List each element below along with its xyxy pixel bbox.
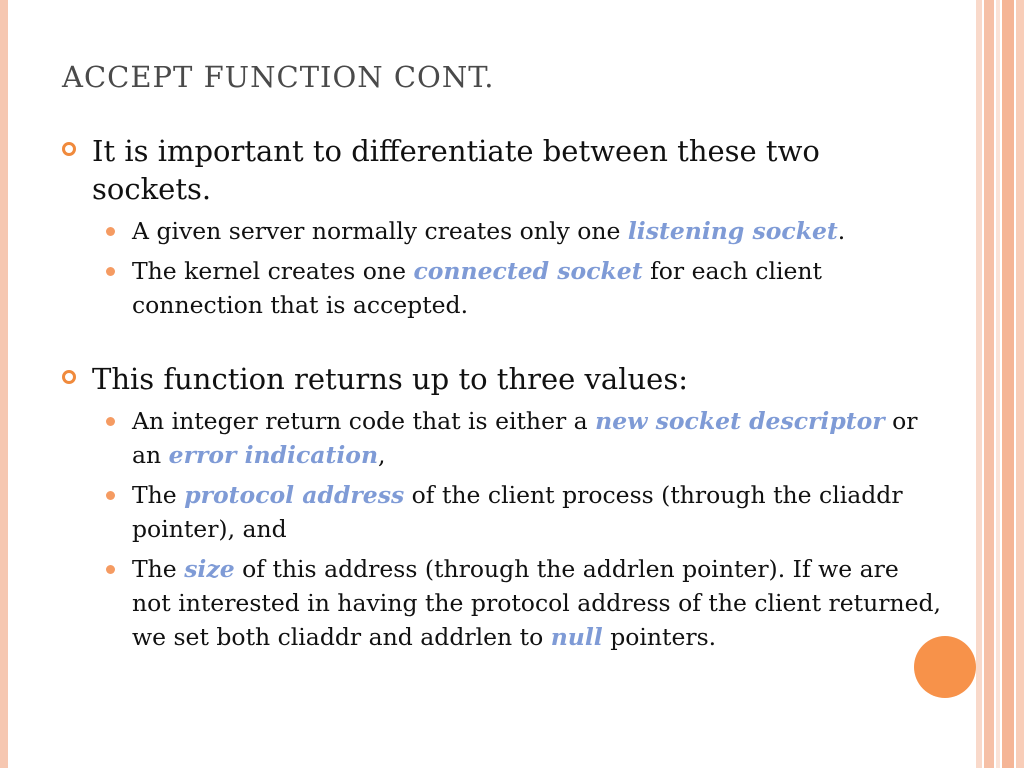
frame-stripe xyxy=(1002,0,1014,768)
sub-bullet-text: The xyxy=(132,555,185,583)
slide-body xyxy=(62,132,942,654)
bullet-point-1 xyxy=(62,132,942,208)
slide-title: ACCEPT FUNCTION CONT. xyxy=(62,60,495,94)
sub-bullet xyxy=(62,254,942,322)
decorative-circle xyxy=(914,636,976,698)
frame-stripe xyxy=(976,0,982,768)
emphasized-term: size xyxy=(184,555,235,583)
sub-bullet-text: An integer return code that is either a xyxy=(132,407,596,435)
ring-bullet-icon xyxy=(62,142,76,156)
sub-bullet-text: of this address (through the addrlen pointer). If we are not interested in having the protocol address of the client returned, we set both cliaddr and addrlen to xyxy=(132,555,941,651)
emphasized-term: new socket descriptor xyxy=(595,407,885,435)
emphasized-term: protocol address xyxy=(184,481,405,509)
sub-bullet-text: , xyxy=(378,441,386,469)
frame-stripe xyxy=(996,0,1000,768)
sub-bullet-text: pointers. xyxy=(602,623,717,651)
emphasized-term: null xyxy=(550,623,603,651)
sub-bullet-text: of the client process (through the cliaddr pointer), and xyxy=(132,481,903,543)
ring-bullet-icon xyxy=(62,370,76,384)
bullet-text: It is important to differentiate between these two sockets. xyxy=(92,134,820,206)
sub-bullet xyxy=(62,404,942,472)
dot-bullet-icon xyxy=(106,267,115,276)
dot-bullet-icon xyxy=(106,491,115,500)
sub-bullet-text: or an xyxy=(132,407,918,469)
left-frame-border xyxy=(0,0,8,768)
right-frame-border xyxy=(976,0,1024,768)
emphasized-term: connected socket xyxy=(413,257,643,285)
sub-bullet-text: for each client connection that is accepted. xyxy=(132,257,822,319)
dot-bullet-icon xyxy=(106,417,115,426)
dot-bullet-icon xyxy=(106,227,115,236)
sub-bullet-text: The kernel creates one xyxy=(132,257,414,285)
frame-stripe xyxy=(1016,0,1024,768)
sub-bullet xyxy=(62,214,942,248)
dot-bullet-icon xyxy=(106,565,115,574)
bullet-point-2 xyxy=(62,360,942,398)
sub-bullet-text: A given server normally creates only one xyxy=(132,217,628,245)
emphasized-term: error indication xyxy=(168,441,379,469)
sub-bullet xyxy=(62,552,942,654)
bullet-text: This function returns up to three values: xyxy=(92,362,688,396)
frame-stripe xyxy=(984,0,994,768)
sub-bullet-text: The xyxy=(132,481,185,509)
emphasized-term: listening socket xyxy=(627,217,838,245)
sub-bullet xyxy=(62,478,942,546)
sub-bullet-text: . xyxy=(837,217,846,245)
